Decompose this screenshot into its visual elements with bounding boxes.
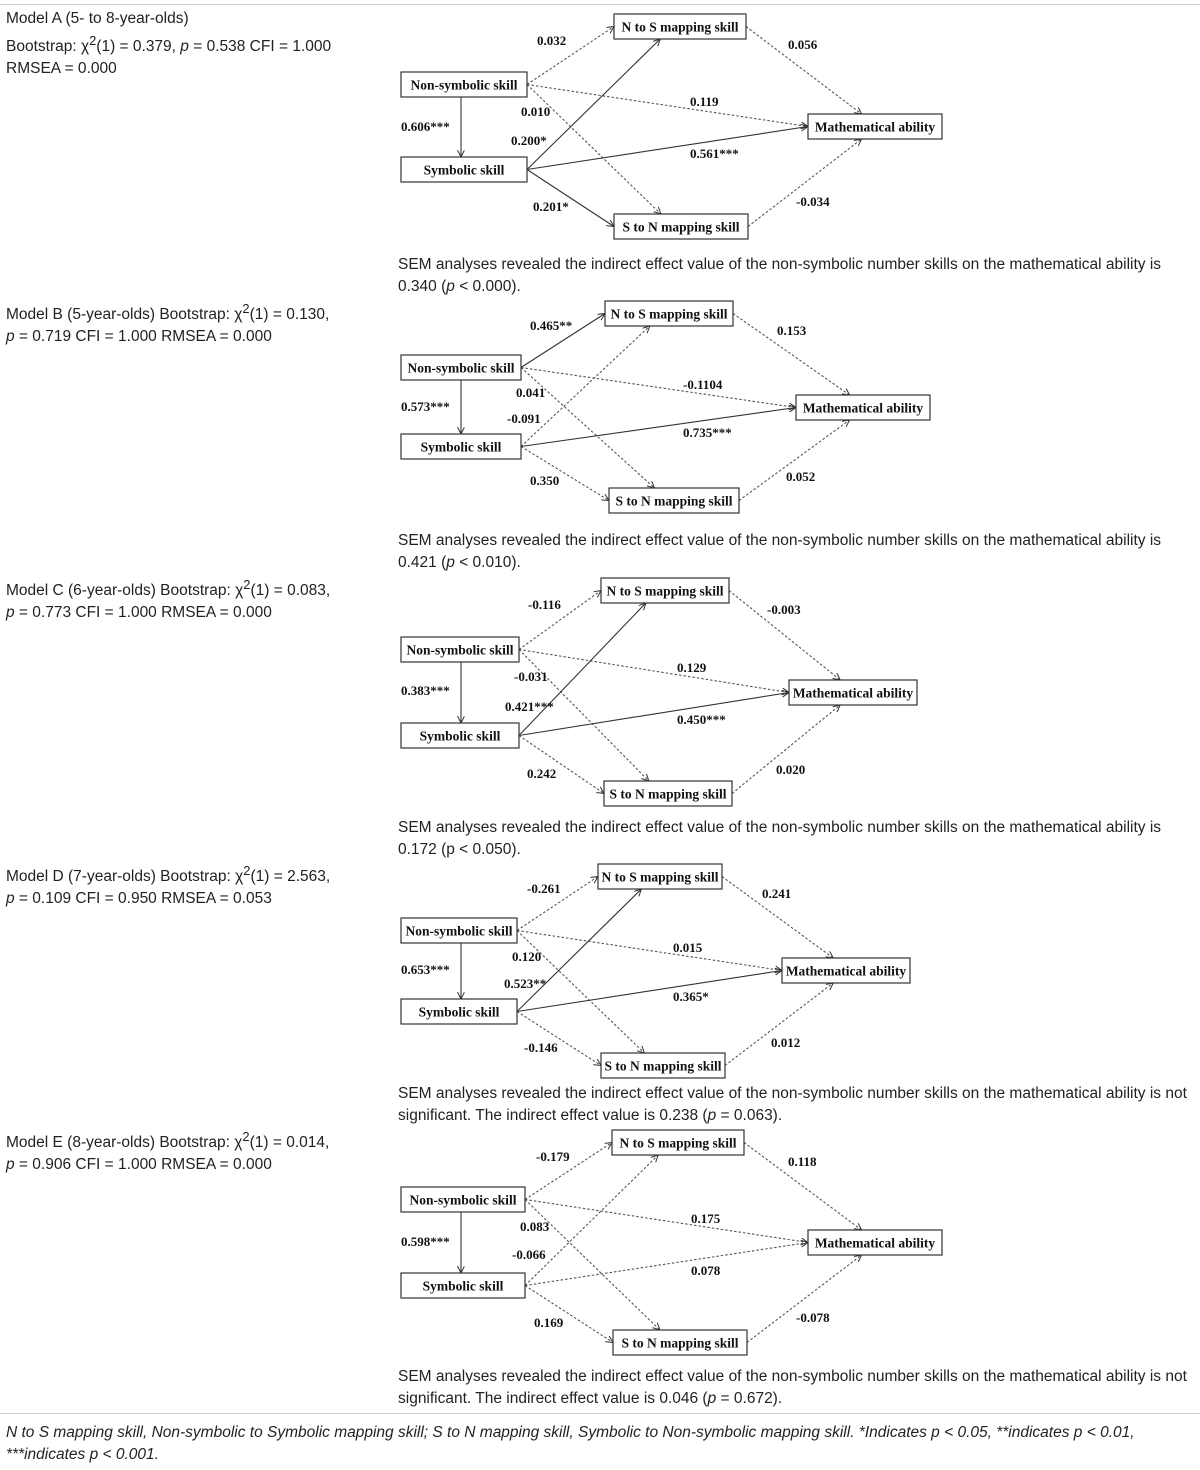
node-math	[808, 1230, 942, 1255]
svg-text:S to N mapping skill: S to N mapping skill	[622, 219, 740, 235]
svg-text:N to S mapping skill: N to S mapping skill	[606, 583, 724, 599]
svg-text:N to S mapping skill: N to S mapping skill	[621, 19, 739, 35]
path-coefficient-label: 0.175	[691, 1211, 721, 1226]
node-n-to-s	[601, 578, 729, 603]
node-non-symbolic	[401, 355, 521, 380]
path-coefficient-label: 0.200*	[511, 133, 547, 148]
node-n-to-s	[605, 301, 733, 326]
path-coefficient-label: 0.169	[534, 1315, 564, 1330]
path-coefficient-label: -0.031	[514, 669, 548, 684]
model-b-label: Model B (5-year-olds) Bootstrap: $\chi^2(1) = 0.130$, p = 0.719 CFI = 1.000 RMSEA = 0.000	[6, 301, 330, 346]
model-a-sem-note: SEM analyses revealed the indirect effect value of the non-symbolic number skills on the mathematical ability is 0.340 (p < 0.000).	[398, 256, 1162, 295]
figure-footnote: N to S mapping skill, Non-symbolic to Symbolic mapping skill; S to N mapping skill, Symbolic to Non-symbolic mapping skill. *Indicates p < 0.05, **indicates p < 0.01, ***indicates p < 0.001.	[6, 1424, 1135, 1463]
path-coefficient-label: 0.365*	[673, 989, 709, 1004]
path-coefficient-label: 0.598***	[401, 1234, 450, 1249]
path-coefficient-label: 0.010	[521, 104, 551, 119]
svg-text:Mathematical ability: Mathematical ability	[785, 963, 907, 979]
node-non-symbolic	[401, 1187, 525, 1212]
path-coefficient-label: 0.118	[788, 1154, 817, 1169]
path-coefficient-label: -0.1104	[683, 377, 723, 392]
path-coefficient-label: -0.003	[767, 602, 801, 617]
path-coefficient-label: -0.078	[796, 1310, 830, 1325]
node-s-to-n	[604, 781, 732, 806]
node-math	[796, 395, 930, 420]
model-c-diagram	[401, 578, 917, 806]
path-symbolic-to-math	[527, 127, 808, 170]
node-non-symbolic	[401, 637, 519, 662]
svg-text:Symbolic skill: Symbolic skill	[422, 1278, 504, 1294]
node-symbolic	[401, 434, 521, 459]
path-coefficient-label: 0.012	[771, 1035, 801, 1050]
model-c-label: Model C (6-year-olds) Bootstrap: $\chi^2(1) = 0.083$, p = 0.773 CFI = 1.000 RMSEA = 0.000	[6, 577, 331, 622]
path-coefficient-label: 0.523**	[504, 976, 547, 991]
path-coefficient-label: 0.119	[690, 94, 719, 109]
path-coefficient-label: 0.421***	[505, 699, 554, 714]
svg-text:S to N mapping skill: S to N mapping skill	[609, 786, 727, 802]
svg-text:N to S mapping skill: N to S mapping skill	[601, 869, 719, 885]
svg-text:Mathematical ability: Mathematical ability	[802, 400, 924, 416]
svg-text:N to S mapping skill: N to S mapping skill	[619, 1135, 737, 1151]
path-coefficient-label: -0.261	[527, 881, 561, 896]
path-s-to-n-to-math	[739, 420, 850, 501]
node-symbolic	[401, 723, 519, 748]
path-coefficient-label: 0.032	[537, 33, 567, 48]
model-c-sem-note: SEM analyses revealed the indirect effect value of the non-symbolic number skills on the mathematical ability is 0.172 (p < 0.050).	[398, 819, 1162, 858]
node-n-to-s	[598, 864, 722, 889]
svg-text:N to S mapping skill: N to S mapping skill	[610, 306, 728, 322]
path-coefficient-label: -0.066	[512, 1247, 546, 1262]
node-symbolic	[401, 157, 527, 182]
path-coefficient-label: -0.091	[507, 411, 541, 426]
path-coefficient-label: 0.120	[512, 949, 542, 964]
path-coefficient-label: 0.350	[530, 473, 560, 488]
path-coefficient-label: 0.450***	[677, 712, 726, 727]
model-a-diagram	[401, 14, 942, 239]
node-non-symbolic	[401, 72, 527, 97]
node-s-to-n	[609, 488, 739, 513]
path-coefficient-label: 0.015	[673, 940, 703, 955]
path-non-symbolic-to-math	[519, 650, 789, 693]
svg-text:Symbolic skill: Symbolic skill	[419, 728, 501, 744]
path-s-to-n-to-math	[747, 1255, 862, 1343]
svg-text:S to N mapping skill: S to N mapping skill	[604, 1058, 722, 1074]
path-coefficient-label: 0.465**	[530, 318, 573, 333]
node-non-symbolic	[401, 918, 517, 943]
path-coefficient-label: -0.146	[524, 1040, 558, 1055]
path-coefficient-label: 0.653***	[401, 962, 450, 977]
svg-text:Mathematical ability: Mathematical ability	[792, 685, 914, 701]
node-s-to-n	[613, 1330, 747, 1355]
path-coefficient-label: 0.153	[777, 323, 807, 338]
node-s-to-n	[614, 214, 748, 239]
model-b-sem-note: SEM analyses revealed the indirect effect value of the non-symbolic number skills on the mathematical ability is 0.421 (p < 0.010).	[398, 532, 1162, 571]
path-coefficient-label: 0.041	[516, 385, 546, 400]
svg-text:Non-symbolic skill: Non-symbolic skill	[407, 360, 515, 376]
svg-text:Symbolic skill: Symbolic skill	[423, 162, 505, 178]
node-symbolic	[401, 999, 517, 1024]
node-symbolic	[401, 1273, 525, 1298]
path-non-symbolic-to-math	[521, 368, 796, 408]
path-s-to-n-to-math	[748, 139, 862, 227]
path-coefficient-label: -0.034	[796, 194, 830, 209]
model-e-diagram	[401, 1130, 942, 1355]
svg-text:Symbolic skill: Symbolic skill	[418, 1004, 500, 1020]
svg-text:Non-symbolic skill: Non-symbolic skill	[405, 923, 513, 939]
node-math	[782, 958, 910, 983]
path-symbolic-to-math	[521, 408, 796, 447]
path-coefficient-label: 0.383***	[401, 683, 450, 698]
bottom-rule	[0, 1413, 1200, 1414]
node-n-to-s	[614, 14, 746, 39]
path-coefficient-label: 0.201*	[533, 199, 569, 214]
svg-text:S to N mapping skill: S to N mapping skill	[621, 1335, 739, 1351]
path-coefficient-label: 0.735***	[683, 425, 732, 440]
model-e-sem-note: SEM analyses revealed the indirect effect value of the non-symbolic number skills on the mathematical ability is not significant. The indirect effect value is 0.046 (p = 0.672).	[398, 1368, 1187, 1407]
model-d-label: Model D (7-year-olds) Bootstrap: $\chi^2(1) = 2.563$, p = 0.109 CFI = 0.950 RMSEA = 0.053	[6, 863, 331, 908]
model-a-label: Model A (5- to 8-year-olds) Bootstrap: $\chi^2(1) = 0.379$, p = 0.538 CFI = 1.000 RMSEA = 0.000	[6, 10, 332, 78]
svg-text:Symbolic skill: Symbolic skill	[420, 439, 502, 455]
path-coefficient-label: 0.020	[776, 762, 806, 777]
path-coefficient-label: 0.241	[762, 886, 792, 901]
path-coefficient-label: 0.052	[786, 469, 816, 484]
node-s-to-n	[601, 1053, 725, 1078]
path-symbolic-to-s-to-n	[519, 736, 604, 794]
path-coefficient-label: 0.561***	[690, 146, 739, 161]
svg-text:Non-symbolic skill: Non-symbolic skill	[410, 77, 518, 93]
svg-text:S to N mapping skill: S to N mapping skill	[615, 493, 733, 509]
path-coefficient-label: -0.179	[536, 1149, 570, 1164]
path-symbolic-to-s-to-n	[527, 170, 614, 227]
path-coefficient-label: -0.116	[528, 597, 561, 612]
path-coefficient-label: 0.573***	[401, 399, 450, 414]
model-b-diagram	[401, 301, 930, 513]
path-coefficient-label: 0.078	[691, 1263, 721, 1278]
svg-text:Mathematical ability: Mathematical ability	[814, 1235, 936, 1251]
path-symbolic-to-math	[525, 1243, 808, 1286]
svg-text:Non-symbolic skill: Non-symbolic skill	[406, 642, 514, 658]
path-symbolic-to-s-to-n	[525, 1286, 613, 1343]
svg-text:Mathematical ability: Mathematical ability	[814, 119, 936, 135]
node-math	[808, 114, 942, 139]
path-non-symbolic-to-math	[525, 1200, 808, 1243]
node-math	[789, 680, 917, 705]
path-symbolic-to-math	[517, 971, 782, 1012]
model-e-label: Model E (8-year-olds) Bootstrap: $\chi^2(1) = 0.014$, p = 0.906 CFI = 1.000 RMSEA = 0.000	[6, 1129, 330, 1174]
path-symbolic-to-s-to-n	[517, 1012, 601, 1066]
path-coefficient-label: 0.129	[677, 660, 707, 675]
path-s-to-n-to-math	[732, 705, 840, 794]
path-coefficient-label: 0.056	[788, 37, 818, 52]
model-d-diagram	[401, 864, 910, 1078]
model-d-sem-note: SEM analyses revealed the indirect effect value of the non-symbolic number skills on the mathematical ability is not significant. The indirect effect value is 0.238 (p = 0.063).	[398, 1085, 1187, 1124]
path-non-symbolic-to-math	[517, 931, 782, 971]
path-coefficient-label: 0.242	[527, 766, 557, 781]
svg-text:Non-symbolic skill: Non-symbolic skill	[409, 1192, 517, 1208]
node-n-to-s	[612, 1130, 744, 1155]
path-symbolic-to-math	[519, 693, 789, 736]
path-s-to-n-to-math	[725, 983, 833, 1066]
path-non-symbolic-to-math	[527, 85, 808, 127]
path-coefficient-label: 0.083	[520, 1219, 550, 1234]
path-coefficient-label: 0.606***	[401, 119, 450, 134]
